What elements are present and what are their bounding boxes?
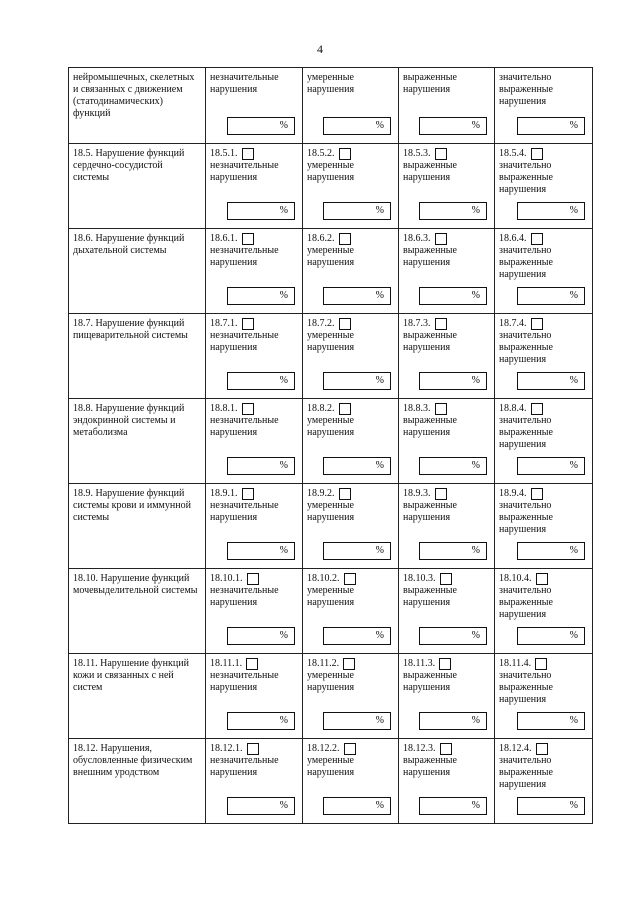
option-code: 18.11.3. — [403, 658, 436, 669]
percent-unit: % — [471, 205, 480, 216]
option-checkbox[interactable] — [246, 658, 258, 670]
option-label: незначительные нарушения — [210, 755, 279, 778]
percent-input[interactable] — [419, 457, 487, 475]
percent-unit: % — [375, 545, 384, 556]
percent-input[interactable] — [419, 117, 487, 135]
table-row — [69, 144, 593, 229]
option-checkbox[interactable] — [440, 573, 452, 585]
row-title: 18.11. Нарушение функций кожи и связанных с ней систем — [73, 658, 189, 693]
percent-input[interactable] — [517, 287, 585, 305]
option-code: 18.5.3. — [403, 148, 431, 159]
percent-unit: % — [375, 800, 384, 811]
option-checkbox[interactable] — [247, 573, 259, 585]
option-cell — [206, 144, 303, 229]
percent-input[interactable] — [227, 117, 295, 135]
option-cell — [399, 569, 495, 654]
option-checkbox[interactable] — [536, 573, 548, 585]
option-label: выраженные нарушения — [403, 585, 457, 608]
option-cell — [206, 739, 303, 824]
option-checkbox[interactable] — [531, 488, 543, 500]
option-cell — [303, 399, 399, 484]
option-cell — [495, 484, 593, 569]
percent-unit: % — [569, 205, 578, 216]
option-code: 18.10.3. — [403, 573, 436, 584]
option-label: умеренные нарушения — [307, 245, 355, 268]
option-cell — [206, 399, 303, 484]
option-label: значительно выраженные нарушения — [499, 72, 553, 107]
table-row — [69, 739, 593, 824]
percent-input[interactable] — [227, 542, 295, 560]
option-code: 18.7.2. — [307, 318, 335, 329]
option-cell — [495, 399, 593, 484]
option-code: 18.8.2. — [307, 403, 335, 414]
option-code: 18.11.2. — [307, 658, 340, 669]
option-cell — [399, 314, 495, 399]
option-checkbox[interactable] — [531, 318, 543, 330]
row-title-cell — [69, 484, 206, 569]
option-label: значительно выраженные нарушения — [499, 160, 553, 195]
percent-unit: % — [279, 375, 288, 386]
option-checkbox[interactable] — [439, 658, 451, 670]
option-label: выраженные нарушения — [403, 415, 457, 438]
option-label: незначительные нарушения — [210, 72, 279, 95]
percent-input[interactable] — [323, 712, 391, 730]
percent-unit: % — [375, 460, 384, 471]
percent-input[interactable] — [323, 627, 391, 645]
option-code: 18.12.3. — [403, 743, 436, 754]
percent-input[interactable] — [323, 202, 391, 220]
option-checkbox[interactable] — [242, 233, 254, 245]
option-code: 18.5.1. — [210, 148, 238, 159]
option-label: значительно выраженные нарушения — [499, 585, 553, 620]
percent-input[interactable] — [323, 287, 391, 305]
percent-input[interactable] — [517, 457, 585, 475]
row-title: 18.9. Нарушение функций системы крови и иммунной системы — [73, 488, 191, 523]
option-checkbox[interactable] — [339, 233, 351, 245]
row-title: нейромышечных, скелетных и связанных с движением (статодинамических) функций — [73, 72, 195, 119]
percent-input[interactable] — [227, 202, 295, 220]
option-checkbox[interactable] — [531, 148, 543, 160]
option-label: незначительные нарушения — [210, 245, 279, 268]
option-label: незначительные нарушения — [210, 500, 279, 523]
option-label: выраженные нарушения — [403, 245, 457, 268]
percent-unit: % — [569, 545, 578, 556]
option-checkbox[interactable] — [440, 743, 452, 755]
percent-unit: % — [569, 375, 578, 386]
option-code: 18.8.1. — [210, 403, 238, 414]
percent-unit: % — [471, 630, 480, 641]
row-title-cell — [69, 144, 206, 229]
option-checkbox[interactable] — [339, 403, 351, 415]
table-row — [69, 654, 593, 739]
option-label: умеренные нарушения — [307, 330, 355, 353]
option-code: 18.7.3. — [403, 318, 431, 329]
row-title-cell — [69, 399, 206, 484]
option-code: 18.11.1. — [210, 658, 243, 669]
row-title: 18.8. Нарушение функций эндокринной системы и метаболизма — [73, 403, 185, 438]
option-cell — [495, 229, 593, 314]
percent-input[interactable] — [517, 542, 585, 560]
percent-unit: % — [471, 375, 480, 386]
percent-input[interactable] — [323, 457, 391, 475]
option-cell — [495, 144, 593, 229]
percent-input[interactable] — [227, 372, 295, 390]
option-label: незначительные нарушения — [210, 160, 279, 183]
option-cell — [399, 654, 495, 739]
percent-input[interactable] — [517, 627, 585, 645]
option-cell — [206, 569, 303, 654]
option-cell — [495, 739, 593, 824]
option-checkbox[interactable] — [242, 318, 254, 330]
option-checkbox[interactable] — [435, 488, 447, 500]
option-label: незначительные нарушения — [210, 415, 279, 438]
option-cell — [495, 314, 593, 399]
percent-unit: % — [569, 120, 578, 131]
option-label: выраженные нарушения — [403, 330, 457, 353]
row-title: 18.12. Нарушения, обусловленные физическим внешним уродством — [73, 743, 193, 778]
row-title: 18.10. Нарушение функций мочевыделительной системы — [73, 573, 198, 596]
option-code: 18.12.1. — [210, 743, 243, 754]
option-code: 18.11.4. — [499, 658, 532, 669]
option-checkbox[interactable] — [339, 148, 351, 160]
option-label: умеренные нарушения — [307, 585, 355, 608]
option-cell — [303, 654, 399, 739]
option-cell — [399, 144, 495, 229]
percent-unit: % — [569, 715, 578, 726]
percent-input[interactable] — [227, 457, 295, 475]
percent-input[interactable] — [419, 287, 487, 305]
option-label: выраженные нарушения — [403, 72, 457, 95]
option-cell — [206, 484, 303, 569]
option-code: 18.7.1. — [210, 318, 238, 329]
option-checkbox[interactable] — [435, 148, 447, 160]
percent-input[interactable] — [323, 797, 391, 815]
option-code: 18.6.1. — [210, 233, 238, 244]
option-code: 18.9.1. — [210, 488, 238, 499]
option-checkbox[interactable] — [344, 573, 356, 585]
option-cell — [206, 314, 303, 399]
option-cell — [399, 229, 495, 314]
percent-input[interactable] — [419, 372, 487, 390]
option-code: 18.10.4. — [499, 573, 532, 584]
percent-input[interactable] — [419, 542, 487, 560]
option-cell — [206, 229, 303, 314]
option-label: значительно выраженные нарушения — [499, 330, 553, 365]
percent-input[interactable] — [517, 797, 585, 815]
option-code: 18.9.2. — [307, 488, 335, 499]
percent-input[interactable] — [517, 712, 585, 730]
row-title-cell — [69, 68, 206, 144]
option-cell — [303, 314, 399, 399]
option-cell — [495, 68, 593, 144]
option-code: 18.5.4. — [499, 148, 527, 159]
percent-unit: % — [375, 205, 384, 216]
table-row — [69, 314, 593, 399]
percent-unit: % — [569, 460, 578, 471]
percent-unit: % — [375, 290, 384, 301]
option-label: значительно выраженные нарушения — [499, 245, 553, 280]
option-checkbox[interactable] — [339, 488, 351, 500]
option-label: незначительные нарушения — [210, 585, 279, 608]
rows-body — [69, 144, 593, 824]
percent-input[interactable] — [227, 287, 295, 305]
option-code: 18.10.2. — [307, 573, 340, 584]
option-code: 18.12.2. — [307, 743, 340, 754]
percent-unit: % — [279, 715, 288, 726]
row-title-cell — [69, 569, 206, 654]
percent-input[interactable] — [419, 627, 487, 645]
row-title-cell — [69, 739, 206, 824]
table-row — [69, 68, 593, 144]
percent-unit: % — [279, 205, 288, 216]
option-code: 18.6.4. — [499, 233, 527, 244]
option-cell — [303, 739, 399, 824]
percent-unit: % — [279, 800, 288, 811]
percent-input[interactable] — [323, 117, 391, 135]
option-label: значительно выраженные нарушения — [499, 500, 553, 535]
option-cell — [399, 399, 495, 484]
option-checkbox[interactable] — [535, 658, 547, 670]
option-code: 18.9.3. — [403, 488, 431, 499]
option-label: выраженные нарушения — [403, 670, 457, 693]
percent-unit: % — [279, 460, 288, 471]
option-code: 18.7.4. — [499, 318, 527, 329]
percent-input[interactable] — [323, 372, 391, 390]
row-title: 18.5. Нарушение функций сердечно-сосудистой системы — [73, 148, 185, 183]
table-row — [69, 399, 593, 484]
option-label: умеренные нарушения — [307, 670, 355, 693]
option-label: незначительные нарушения — [210, 670, 279, 693]
option-checkbox[interactable] — [531, 233, 543, 245]
percent-input[interactable] — [323, 542, 391, 560]
percent-unit: % — [471, 460, 480, 471]
option-label: выраженные нарушения — [403, 160, 457, 183]
option-cell — [399, 484, 495, 569]
option-cell — [399, 68, 495, 144]
option-checkbox[interactable] — [536, 743, 548, 755]
table-row — [69, 484, 593, 569]
option-label: незначительные нарушения — [210, 330, 279, 353]
percent-unit: % — [279, 290, 288, 301]
option-cell — [303, 569, 399, 654]
percent-unit: % — [375, 715, 384, 726]
percent-unit: % — [471, 545, 480, 556]
option-label: умеренные нарушения — [307, 500, 355, 523]
option-cell — [303, 144, 399, 229]
option-label: умеренные нарушения — [307, 415, 355, 438]
percent-unit: % — [471, 715, 480, 726]
row-title: 18.7. Нарушение функций пищеварительной системы — [73, 318, 188, 341]
option-cell — [495, 654, 593, 739]
option-cell — [206, 68, 303, 144]
option-label: выраженные нарушения — [403, 755, 457, 778]
percent-unit: % — [279, 630, 288, 641]
percent-unit: % — [375, 375, 384, 386]
option-checkbox[interactable] — [344, 743, 356, 755]
percent-unit: % — [375, 630, 384, 641]
percent-unit: % — [471, 120, 480, 131]
option-code: 18.8.3. — [403, 403, 431, 414]
option-code: 18.5.2. — [307, 148, 335, 159]
option-checkbox[interactable] — [242, 148, 254, 160]
percent-input[interactable] — [227, 627, 295, 645]
percent-unit: % — [471, 290, 480, 301]
percent-unit: % — [569, 290, 578, 301]
row-title-cell — [69, 314, 206, 399]
percent-input[interactable] — [227, 712, 295, 730]
option-code: 18.9.4. — [499, 488, 527, 499]
option-cell — [495, 569, 593, 654]
percent-input[interactable] — [517, 372, 585, 390]
option-label: значительно выраженные нарушения — [499, 670, 553, 705]
percent-unit: % — [471, 800, 480, 811]
option-checkbox[interactable] — [242, 403, 254, 415]
option-checkbox[interactable] — [435, 318, 447, 330]
option-checkbox[interactable] — [343, 658, 355, 670]
percent-input[interactable] — [419, 202, 487, 220]
option-label: умеренные нарушения — [307, 160, 355, 183]
option-checkbox[interactable] — [531, 403, 543, 415]
percent-unit: % — [569, 800, 578, 811]
table-row — [69, 229, 593, 314]
option-checkbox[interactable] — [242, 488, 254, 500]
option-code: 18.6.2. — [307, 233, 335, 244]
row-title-cell — [69, 654, 206, 739]
option-code: 18.12.4. — [499, 743, 532, 754]
option-label: значительно выраженные нарушения — [499, 415, 553, 450]
percent-unit: % — [279, 120, 288, 131]
option-cell — [303, 229, 399, 314]
impairment-form-table — [68, 67, 593, 824]
option-code: 18.6.3. — [403, 233, 431, 244]
percent-unit: % — [569, 630, 578, 641]
percent-unit: % — [375, 120, 384, 131]
option-checkbox[interactable] — [435, 233, 447, 245]
percent-input[interactable] — [419, 797, 487, 815]
option-checkbox[interactable] — [247, 743, 259, 755]
percent-unit: % — [279, 545, 288, 556]
option-label: значительно выраженные нарушения — [499, 755, 553, 790]
percent-input[interactable] — [517, 117, 585, 135]
option-label: выраженные нарушения — [403, 500, 457, 523]
table-row — [69, 569, 593, 654]
option-code: 18.10.1. — [210, 573, 243, 584]
option-label: умеренные нарушения — [307, 755, 355, 778]
page-number: 4 — [317, 42, 323, 56]
option-label: умеренные нарушения — [307, 72, 355, 95]
option-checkbox[interactable] — [339, 318, 351, 330]
percent-input[interactable] — [517, 202, 585, 220]
option-cell — [206, 654, 303, 739]
row-title: 18.6. Нарушение функций дыхательной системы — [73, 233, 185, 256]
option-cell — [399, 739, 495, 824]
percent-input[interactable] — [227, 797, 295, 815]
option-checkbox[interactable] — [435, 403, 447, 415]
row-title-cell — [69, 229, 206, 314]
option-code: 18.8.4. — [499, 403, 527, 414]
option-cell — [303, 484, 399, 569]
option-cell — [303, 68, 399, 144]
percent-input[interactable] — [419, 712, 487, 730]
